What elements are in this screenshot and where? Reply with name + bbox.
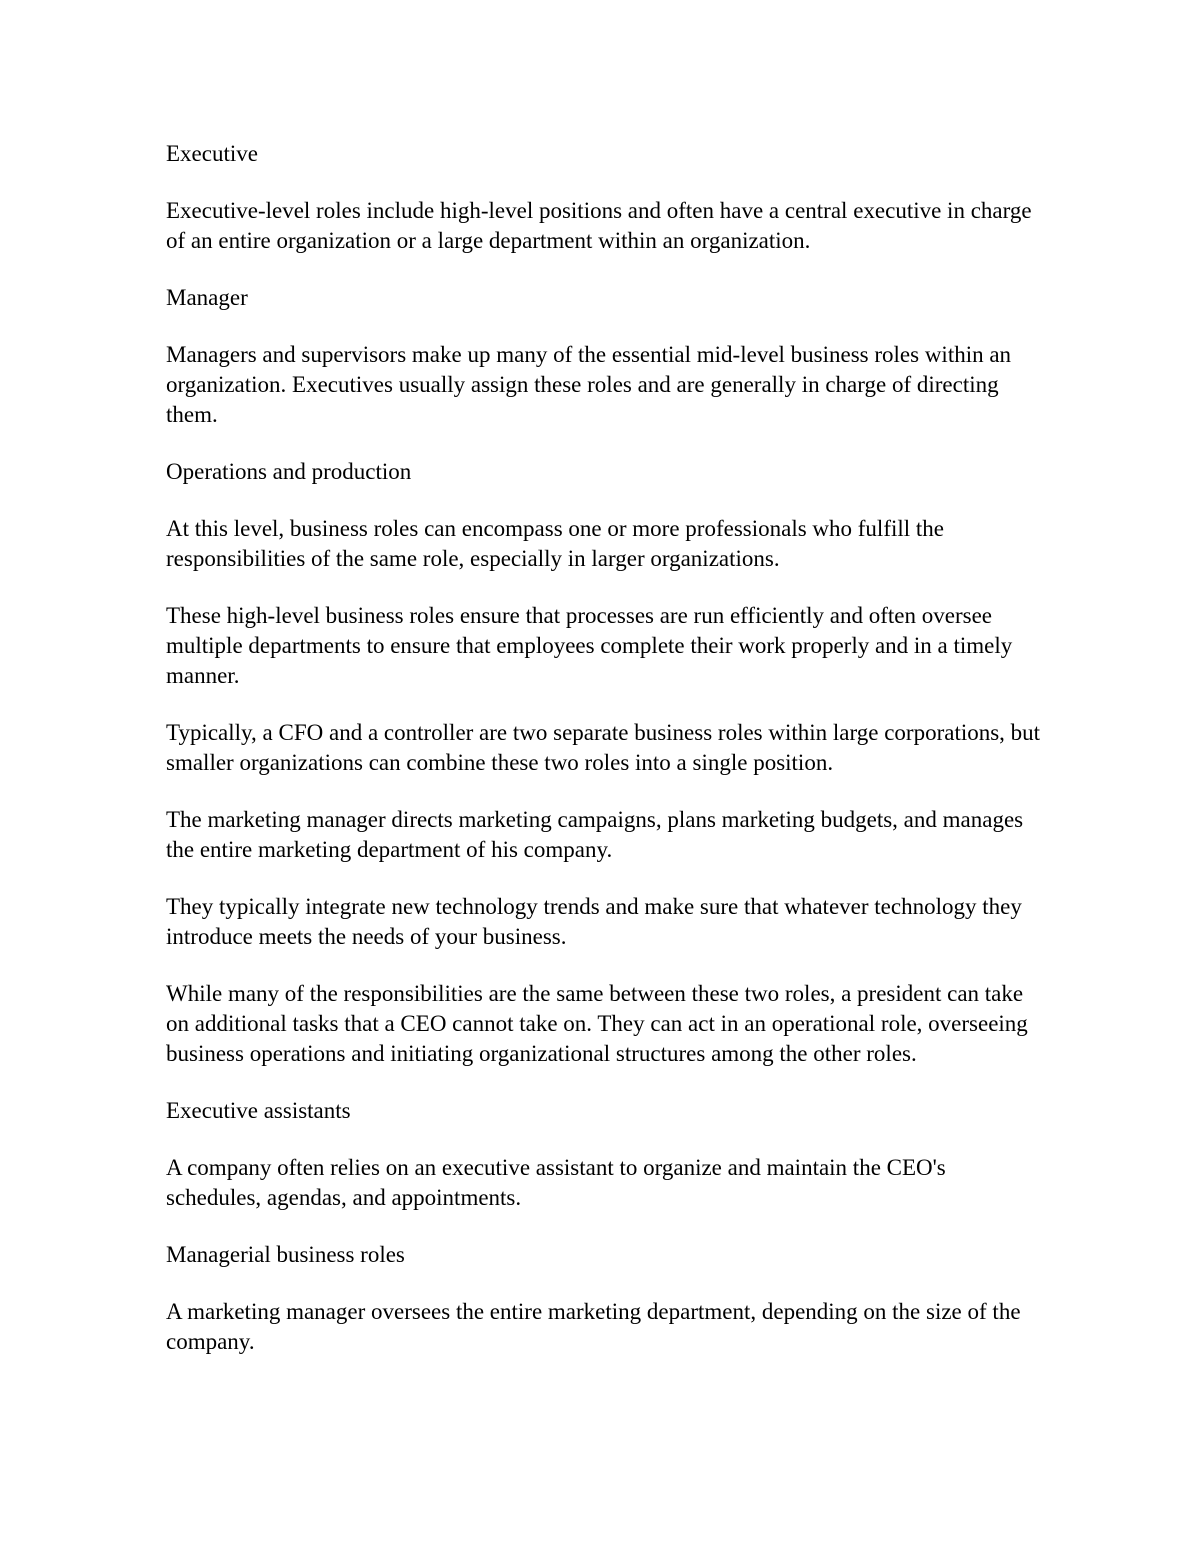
paragraph-high-level-roles: These high-level business roles ensure that processes are run efficiently and often oversee multiple departments to ensure that employees complete their work properly and in a timely manner.	[166, 603, 1013, 688]
paragraph-cfo-controller: Typically, a CFO and a controller are two separate business roles within large corporations, but smaller organizations can combine these two roles into a single position.	[166, 720, 1041, 775]
heading-managerial-business-roles: Managerial business roles	[166, 1242, 405, 1267]
paragraph-technology-trends: They typically integrate new technology trends and make sure that whatever technology they introduce meets the needs of your business.	[166, 894, 1022, 949]
paragraph-executive-assistant: A company often relies on an executive assistant to organize and maintain the CEO's schedules, agendas, and appointments.	[166, 1155, 946, 1210]
paragraph-executive-roles: Executive-level roles include high-level positions and often have a central executive in charge of an entire organization or a large department within an organization.	[166, 198, 1032, 253]
heading-operations-and-production: Operations and production	[166, 459, 412, 484]
paragraph-manager-roles: Managers and supervisors make up many of the essential mid-level business roles within an organization. Executives usually assign these roles and are generally in charge of directing them.	[166, 342, 1012, 427]
heading-manager: Manager	[166, 285, 248, 310]
paragraph-marketing-manager: The marketing manager directs marketing campaigns, plans marketing budgets, and manages the entire marketing department of his company.	[166, 807, 1024, 862]
document-body	[166, 139, 1046, 1384]
heading-executive: Executive	[166, 141, 258, 166]
heading-executive-assistants: Executive assistants	[166, 1098, 351, 1123]
paragraph-marketing-department: A marketing manager oversees the entire marketing department, depending on the size of the company.	[166, 1299, 1021, 1354]
paragraph-operations-level: At this level, business roles can encompass one or more professionals who fulfill the responsibilities of the same role, especially in larger organizations.	[166, 516, 945, 571]
paragraph-president-ceo: While many of the responsibilities are the same between these two roles, a president can take on additional tasks that a CEO cannot take on. They can act in an operational role, overseeing business operations and initiating organizational structures among the other roles.	[166, 981, 1028, 1066]
